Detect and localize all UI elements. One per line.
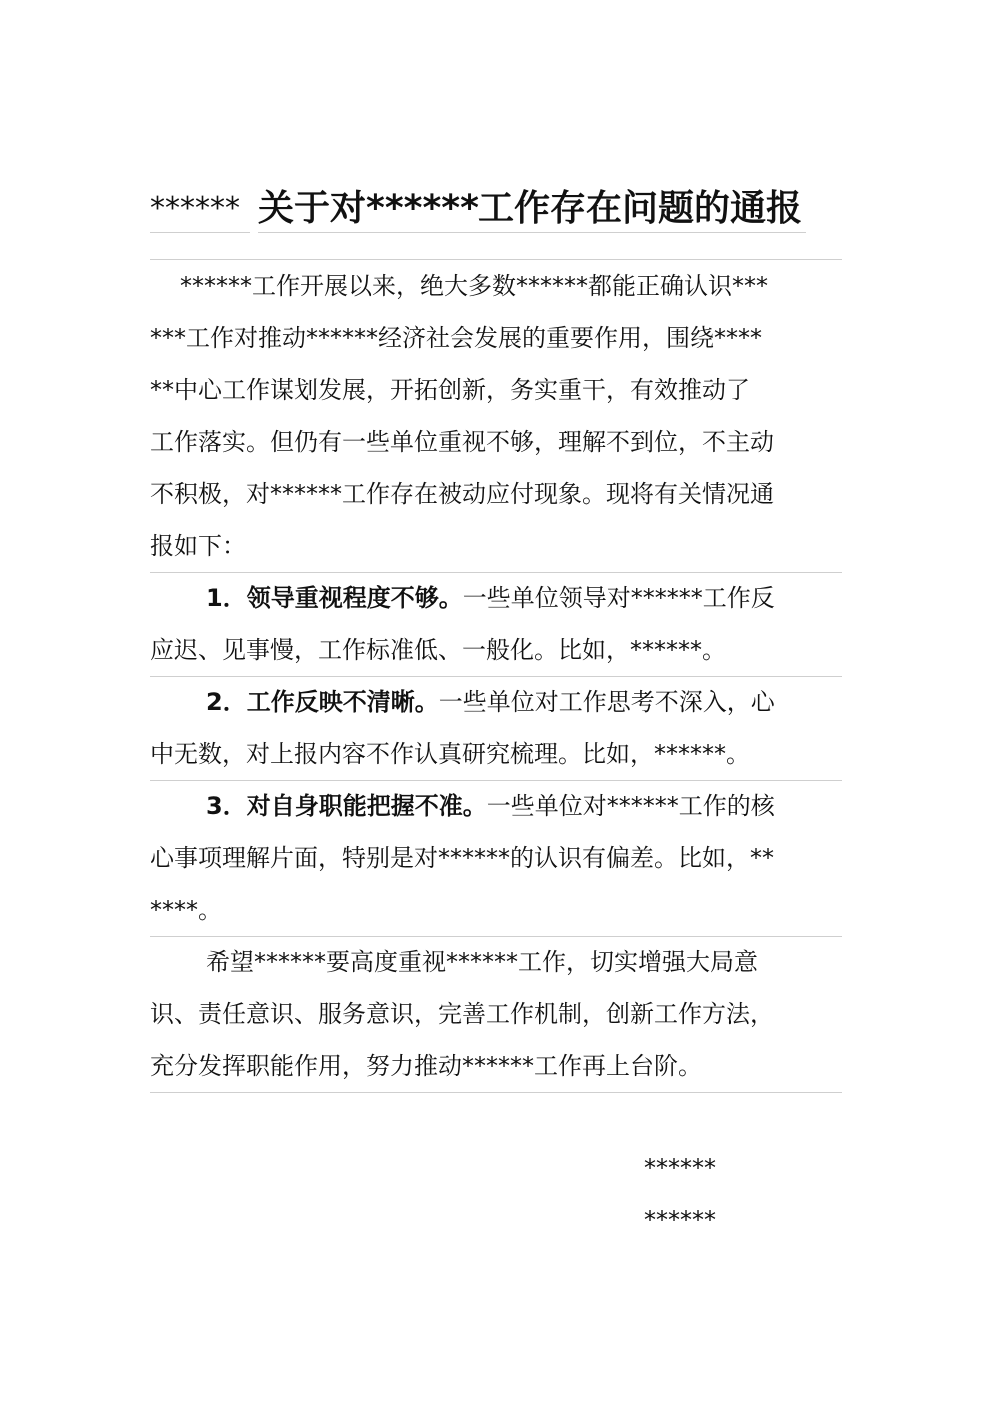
issue-text: 一些单位对******工作的核 (486, 792, 775, 820)
closing-line-1: 希望******要高度重视******工作，切实增强大局意 (206, 948, 758, 976)
issue-item-3-line-2: 心事项理解片面，特别是对******的认识有偏差。比如，** (150, 844, 774, 872)
intro-line-5: 不积极，对******工作存在被动应付现象。现将有关情况通 (150, 480, 774, 508)
issue-text: 一些单位对工作思考不深入，心 (438, 688, 775, 716)
intro-line-3: **中心工作谋划发展，开拓创新，务实重干，有效推动了 (150, 376, 750, 404)
issue-item-1 (150, 572, 842, 677)
issue-heading: 对自身职能把握不准。 (246, 792, 487, 820)
closing-line-3: 充分发挥职能作用，努力推动******工作再上台阶。 (150, 1052, 702, 1080)
signature-date: ****** (644, 1206, 716, 1234)
title-part-3: 工作存在问题的通报 (478, 186, 806, 233)
intro-line-6: 报如下： (150, 532, 246, 560)
intro-paragraph (150, 260, 842, 573)
issue-item-2-line-2: 中无数，对上报内容不作认真研究梳理。比如，******。 (150, 740, 750, 768)
intro-line-4: 工作落实。但仍有一些单位重视不够，理解不到位，不主动 (150, 428, 774, 456)
signature-org: ****** (644, 1154, 716, 1182)
issue-text: 一些单位领导对******工作反 (462, 584, 775, 612)
title-part-2: 关于对****** (258, 186, 478, 233)
title-part-1: ****** (150, 186, 250, 233)
issue-item-3-line-3: ****。 (150, 896, 222, 924)
issue-item-1-first-line (150, 572, 842, 624)
issue-item-3 (150, 780, 842, 937)
issue-heading: 领导重视程度不够。 (246, 584, 463, 612)
issue-number: 3． (206, 792, 247, 820)
closing-paragraph (150, 936, 842, 1093)
issue-item-3-first-line (150, 780, 842, 832)
closing-line-2: 识、责任意识、服务意识，完善工作机制，创新工作方法， (150, 1000, 774, 1028)
intro-line-1: ******工作开展以来，绝大多数******都能正确认识*** (180, 272, 768, 300)
issue-heading: 工作反映不清晰。 (246, 688, 439, 716)
issue-item-1-line-2: 应迟、见事慢，工作标准低、一般化。比如，******。 (150, 636, 726, 664)
issue-item-2 (150, 676, 842, 781)
issue-number: 2． (206, 688, 247, 716)
intro-line-2: ***工作对推动******经济社会发展的重要作用，围绕**** (150, 324, 762, 352)
issue-number: 1． (206, 584, 247, 612)
issue-item-2-first-line (150, 676, 842, 728)
document-title (150, 186, 850, 236)
